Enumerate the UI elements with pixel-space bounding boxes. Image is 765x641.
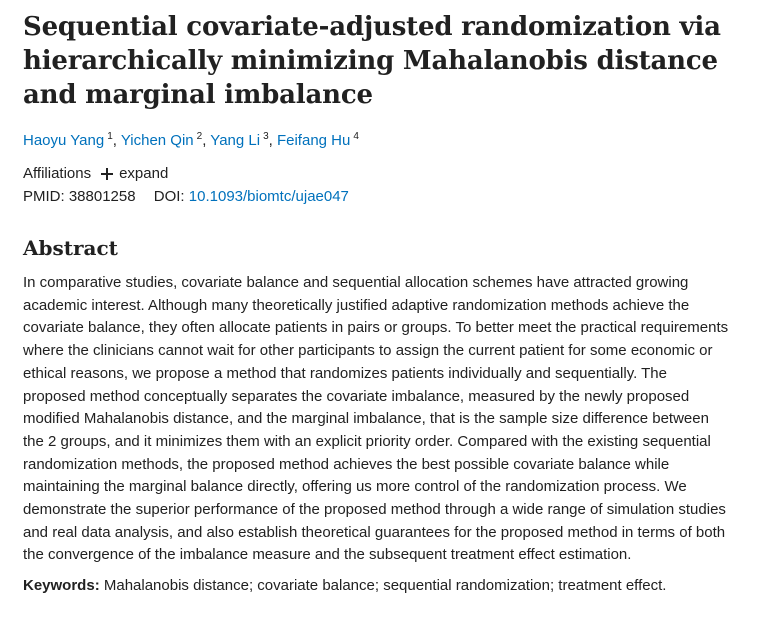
article-title: Sequential covariate-adjusted randomization via hierarchically minimizing Mahalanobis distance and marginal imbalance — [23, 12, 721, 110]
keywords-text: Mahalanobis distance; covariate balance; sequential randomization; treatment effect. — [103, 577, 667, 595]
identifiers-row — [23, 187, 748, 207]
author-link-haoyu-yang[interactable]: Haoyu Yang — [23, 132, 105, 149]
keywords-label: Keywords: — [23, 577, 100, 595]
author-separator: , — [268, 132, 273, 149]
author-affiliation-number[interactable]: 2 — [196, 131, 203, 142]
author-separator: , — [202, 132, 207, 149]
author-link-yang-li[interactable]: Yang Li — [210, 132, 261, 149]
doi-label: DOI: — [153, 188, 185, 205]
author-list — [23, 131, 748, 151]
author-link-feifang-hu[interactable]: Feifang Hu — [276, 132, 351, 149]
author-affiliation-number[interactable]: 4 — [353, 131, 359, 142]
pmid-label: PMID: — [23, 188, 65, 205]
expand-label: expand — [119, 165, 169, 182]
plus-icon — [101, 168, 113, 180]
affiliations-row — [23, 164, 748, 184]
author-affiliation-number[interactable]: 1 — [107, 131, 113, 142]
author-separator: , — [112, 132, 117, 149]
pmid-value: 38801258 — [68, 188, 136, 205]
article-page — [23, 10, 748, 596]
expand-affiliations-button[interactable] — [101, 164, 168, 184]
author-affiliation-number[interactable]: 3 — [263, 131, 269, 142]
abstract-text: In comparative studies, covariate balance and sequential allocation schemes have attracted growing academic interest. Although many theoretically justified adaptive randomization methods achieve the covariate balance, they often allocate patients in pairs or groups. To better meet the practical requirements where the clinicians cannot wait for other participants to assign the current patient for some economic or ethical reasons, we propose a method that randomizes patients individually and sequentially. The proposed method conceptually separates the covariate imbalance, measured by the newly proposed modified Mahalanobis distance, and the marginal imbalance, that is the sample size difference between the 2 groups, and it minimizes them with an explicit priority order. Compared with the existing sequential randomization methods, the proposed method achieves the best possible covariate balance while maintaining the marginal balance directly, offering us more control of the randomization process. We demonstrate the superior performance of the proposed method through a wide range of simulation studies and real data analysis, and also establish theoretical guarantees for the proposed method in terms of both the convergence of the imbalance measure and the subsequent treatment effect estimation. — [23, 274, 729, 564]
keywords-row — [23, 576, 748, 596]
author-link-yichen-qin[interactable]: Yichen Qin — [120, 132, 194, 149]
affiliations-label: Affiliations — [23, 165, 92, 182]
doi-link[interactable]: 10.1093/biomtc/ujae047 — [188, 188, 349, 205]
abstract-heading: Abstract — [23, 236, 118, 260]
